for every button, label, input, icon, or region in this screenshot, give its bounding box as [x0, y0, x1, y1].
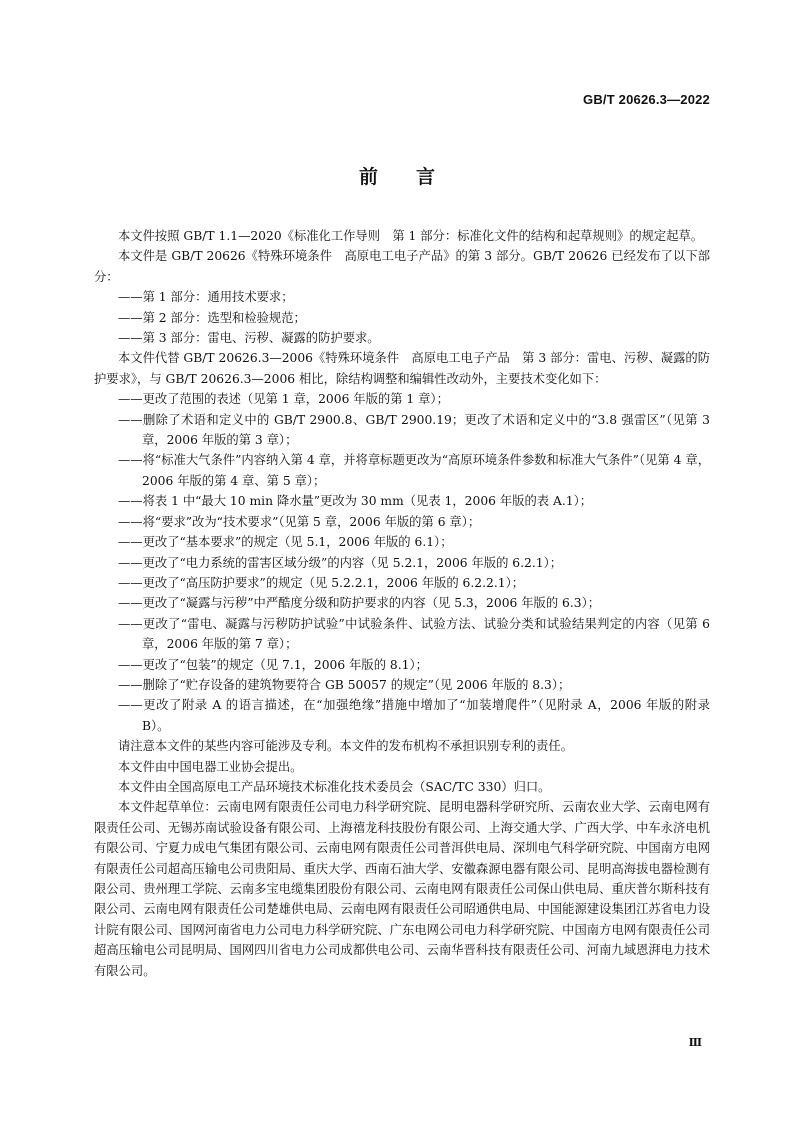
list-item-change: ——更改了范围的表述（见第 1 章，2006 年版的第 1 章）；: [118, 392, 449, 407]
list-item-change: ——更改了附录 A 的语言描述，在“加强绝缘”措施中增加了“加装增爬件”（见附录 A，2006 年版的附录 B）。: [118, 698, 710, 733]
paragraph-replacement: 本文件代替 GB/T 20626.3—2006《特殊环境条件 高原电工电子产品 第 3 部分：雷电、污秽、凝露的防护要求》，与 GB/T 20626.3—2006 相比，除结构调整和编辑性改动外，主要技术变化如下：: [94, 351, 710, 386]
list-item-part: ——第 3 部分：雷电、污秽、凝露的防护要求。: [118, 331, 380, 346]
standard-number: GB/T 20626.3—2022: [583, 92, 710, 107]
page-title: 前言: [358, 166, 473, 188]
list-item-part: ——第 2 部分：选型和检验规范；: [118, 310, 306, 325]
paragraph-drafting-units: 本文件起草单位：云南电网有限责任公司电力科学研究院、昆明电器科学研究所、云南农业大学、云南电网有限责任公司、无锡苏南试验设备有限公司、上海禧龙科技股份有限公司、上海交通大学、广西大学、中车永济电机有限公司、宁夏力成电气集团有限公司、云南电网有限责任公司普洱供电局、深圳电气科学研究院、中国南方电网有限责任公司超高压输电公司贵阳局、重庆大学、西南石油大学、安徽森源电器有限公司、昆明高海拔电器检测有限公司、贵州理工学院、云南多宝电缆集团股份有限公司、云南电网有限责任公司保山供电局、重庆普尔斯科技有限公司、云南电网有限责任公司楚雄供电局、云南电网有限责任公司昭通供电局、中国能源建设集团江苏省电力设计院有限公司、国网河南省电力公司电力科学研究院、广东电网公司电力科学研究院、中国南方电网有限责任公司超高压输电公司昆明局、国网四川省电力公司成都供电公司、云南华晋科技有限责任公司、河南九域恩湃电力技术有限公司。: [94, 800, 710, 978]
paragraph-committee: 本文件由全国高原电工产品环境技术标准化技术委员会（SAC/TC 330）归口。: [118, 779, 551, 794]
list-item-change: ——更改了“高压防护要求”的规定（见 5.2.2.1，2006 年版的 6.2.2.1）；: [118, 575, 525, 590]
document-body: [94, 226, 710, 981]
list-item-change: ——更改了“雷电、凝露与污秽防护试验”中试验条件、试验方法、试验分类和试验结果判定的内容（见第 6 章，2006 年版的第 7 章）；: [118, 616, 710, 652]
list-item-change: ——将“要求”改为“技术要求”（见第 5 章，2006 年版的第 6 章）；: [118, 514, 481, 529]
page-number: Ⅲ: [688, 1036, 702, 1049]
paragraph-series-intro: 本文件是 GB/T 20626《特殊环境条件 高原电工电子产品》的第 3 部分。GB/T 20626 已经发布了以下部分：: [94, 249, 710, 284]
list-item-change: ——删除了“贮存设备的建筑物要符合 GB 50057 的规定”（见 2006 年版的 8.3）；: [118, 677, 571, 692]
list-item-part: ——第 1 部分：通用技术要求；: [118, 290, 294, 305]
list-item-change: ——删除了术语和定义中的 GB/T 2900.8、GB/T 2900.19；更改了术语和定义中的“3.8 强雷区”（见第 3 章，2006 年版的第 3 章）；: [118, 412, 710, 448]
paragraph-drafting-rules: 本文件按照 GB/T 1.1—2020《标准化工作导则 第 1 部分：标准化文件的结构和起草规则》的规定起草。: [118, 229, 704, 243]
list-item-change: ——更改了“电力系统的雷害区域分级”的内容（见 5.2.1，2006 年版的 6.2.1）；: [118, 555, 563, 570]
list-item-change: ——更改了“基本要求”的规定（见 5.1，2006 年版的 6.1）；: [118, 535, 453, 550]
list-item-change: ——将表 1 中“最大 10 min 降水量”更改为 30 mm（见表 1，2006 年版的表 A.1）；: [118, 494, 593, 509]
list-item-change: ——更改了“凝露与污秽”中严酷度分级和防护要求的内容（见 5.3，2006 年版的 6.3）；: [118, 596, 601, 611]
paragraph-proposer: 本文件由中国电器工业协会提出。: [118, 759, 303, 774]
list-item-change: ——将“标准大气条件”内容纳入第 4 章，并将章标题更改为“高原环境条件参数和标准大气条件”（见第 4 章，2006 年版的第 4 章、第 5 章）；: [118, 453, 710, 488]
list-item-change: ——更改了“包装”的规定（见 7.1，2006 年版的 8.1）；: [118, 657, 428, 672]
paragraph-patent-notice: 请注意本文件的某些内容可能涉及专利。本文件的发布机构不承担识别专利的责任。: [118, 739, 573, 754]
